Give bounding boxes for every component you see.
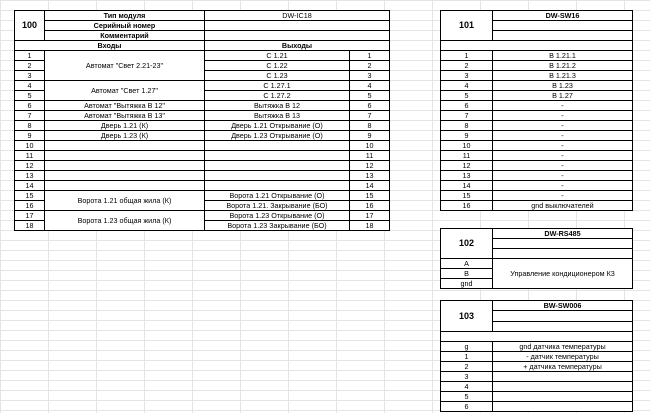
input-label[interactable]: Ворота 1.21 общая жила (К) <box>45 191 205 211</box>
output-label[interactable]: Ворота 1.21 Открывание (О) <box>205 191 350 201</box>
row-value[interactable]: В 1.27 <box>493 91 633 101</box>
input-label[interactable]: Дверь 1.21 (К) <box>45 121 205 131</box>
input-number[interactable]: 7 <box>15 111 45 121</box>
output-label[interactable]: Вытяжка В 13 <box>205 111 350 121</box>
output-number[interactable]: 3 <box>350 71 390 81</box>
output-label[interactable] <box>205 161 350 171</box>
output-number[interactable]: 13 <box>350 171 390 181</box>
output-number[interactable]: 2 <box>350 61 390 71</box>
serial-number-cell[interactable] <box>493 21 633 31</box>
row-number[interactable]: 3 <box>441 71 493 81</box>
output-label[interactable]: С 1.27.1 <box>205 81 350 91</box>
module-101-table <box>440 10 633 211</box>
spacer-row[interactable] <box>441 41 633 51</box>
row-value[interactable]: - <box>493 121 633 131</box>
meta-label[interactable]: Комментарий <box>45 31 205 41</box>
pin-label[interactable]: A <box>441 259 493 269</box>
input-label[interactable]: Автомат "Вытяжка В 12" <box>45 101 205 111</box>
output-label[interactable] <box>205 181 350 191</box>
input-number[interactable]: 3 <box>15 71 45 81</box>
input-number[interactable]: 8 <box>15 121 45 131</box>
input-number[interactable]: 5 <box>15 91 45 101</box>
output-number[interactable]: 4 <box>350 81 390 91</box>
row-number[interactable]: 4 <box>441 382 493 392</box>
module-103-table <box>440 300 633 412</box>
row-value[interactable]: В 1.21.2 <box>493 61 633 71</box>
row-number[interactable]: 14 <box>441 181 493 191</box>
comment-cell[interactable] <box>493 249 633 259</box>
output-number[interactable]: 15 <box>350 191 390 201</box>
input-number[interactable]: 18 <box>15 221 45 231</box>
output-label[interactable]: С 1.23 <box>205 71 350 81</box>
row-value[interactable] <box>493 392 633 402</box>
row-number[interactable]: 1 <box>441 352 493 362</box>
input-label[interactable] <box>45 181 205 191</box>
row-value[interactable] <box>493 402 633 412</box>
input-number[interactable]: 13 <box>15 171 45 181</box>
row-number[interactable]: 2 <box>441 61 493 71</box>
outputs-header[interactable]: Выходы <box>205 41 390 51</box>
input-label[interactable]: Автомат "Свет 2.21-23" <box>45 51 205 81</box>
input-label[interactable]: Ворота 1.23 общая жила (К) <box>45 211 205 231</box>
row-value[interactable]: - <box>493 191 633 201</box>
input-label[interactable] <box>45 141 205 151</box>
row-number[interactable]: 8 <box>441 121 493 131</box>
input-number[interactable]: 4 <box>15 81 45 91</box>
row-number[interactable]: 7 <box>441 111 493 121</box>
spacer-row[interactable] <box>441 332 633 342</box>
output-number[interactable]: 7 <box>350 111 390 121</box>
row-value[interactable]: - <box>493 111 633 121</box>
module-type[interactable]: DW-RS485 <box>493 229 633 239</box>
serial-number-cell[interactable] <box>493 311 633 321</box>
row-value[interactable]: В 1.23 <box>493 81 633 91</box>
row-value[interactable] <box>493 372 633 382</box>
row-value[interactable]: + датчика температуры <box>493 362 633 372</box>
row-value[interactable]: gnd датчика температуры <box>493 342 633 352</box>
output-number[interactable]: 17 <box>350 211 390 221</box>
module-102-table <box>440 228 633 289</box>
meta-value[interactable] <box>205 21 390 31</box>
pin-description[interactable]: Управление кондиционером К3 <box>493 259 633 289</box>
pin-label[interactable]: gnd <box>441 279 493 289</box>
output-label[interactable] <box>205 151 350 161</box>
output-number[interactable]: 12 <box>350 161 390 171</box>
output-number[interactable]: 6 <box>350 101 390 111</box>
output-number[interactable]: 1 <box>350 51 390 61</box>
serial-number-cell[interactable] <box>493 239 633 249</box>
row-number[interactable]: 9 <box>441 131 493 141</box>
output-label[interactable] <box>205 171 350 181</box>
input-label[interactable]: Дверь 1.23 (К) <box>45 131 205 141</box>
input-number[interactable]: 11 <box>15 151 45 161</box>
row-number[interactable]: 15 <box>441 191 493 201</box>
row-number[interactable]: 1 <box>441 51 493 61</box>
row-value[interactable]: - <box>493 151 633 161</box>
module-id[interactable]: 100 <box>15 11 45 41</box>
output-label[interactable]: Вытяжка В 12 <box>205 101 350 111</box>
row-value[interactable]: В 1.21.1 <box>493 51 633 61</box>
module-id[interactable]: 103 <box>441 301 493 332</box>
input-number[interactable]: 1 <box>15 51 45 61</box>
module-type[interactable]: BW-SW006 <box>493 301 633 311</box>
output-label[interactable]: С 1.27.2 <box>205 91 350 101</box>
module-id[interactable]: 102 <box>441 229 493 259</box>
output-label[interactable] <box>205 141 350 151</box>
output-number[interactable]: 10 <box>350 141 390 151</box>
input-number[interactable]: 10 <box>15 141 45 151</box>
meta-value[interactable] <box>205 31 390 41</box>
row-number[interactable]: 16 <box>441 201 493 211</box>
row-value[interactable]: gnd выключателей <box>493 201 633 211</box>
row-value[interactable]: - <box>493 171 633 181</box>
meta-label[interactable]: Серийный номер <box>45 21 205 31</box>
comment-cell[interactable] <box>493 321 633 331</box>
row-value[interactable]: - <box>493 181 633 191</box>
input-number[interactable]: 12 <box>15 161 45 171</box>
input-number[interactable]: 14 <box>15 181 45 191</box>
row-number[interactable]: 2 <box>441 362 493 372</box>
output-label[interactable]: С 1.21 <box>205 51 350 61</box>
output-number[interactable]: 18 <box>350 221 390 231</box>
row-number[interactable]: 6 <box>441 101 493 111</box>
output-label[interactable]: Ворота 1.23 Открывание (О) <box>205 211 350 221</box>
input-number[interactable]: 16 <box>15 201 45 211</box>
output-label[interactable]: Дверь 1.21 Открывание (О) <box>205 121 350 131</box>
output-number[interactable]: 5 <box>350 91 390 101</box>
inputs-header[interactable]: Входы <box>15 41 205 51</box>
pin-label[interactable]: B <box>441 269 493 279</box>
module-100-table <box>14 10 390 231</box>
row-number[interactable]: 11 <box>441 151 493 161</box>
input-number[interactable]: 2 <box>15 61 45 71</box>
row-number[interactable]: 3 <box>441 372 493 382</box>
output-number[interactable]: 8 <box>350 121 390 131</box>
row-value[interactable]: В 1.21.3 <box>493 71 633 81</box>
output-label[interactable]: С 1.22 <box>205 61 350 71</box>
output-number[interactable]: 14 <box>350 181 390 191</box>
input-number[interactable]: 6 <box>15 101 45 111</box>
row-value[interactable]: - <box>493 141 633 151</box>
input-label[interactable]: Автомат "Свет 1.27" <box>45 81 205 101</box>
meta-value[interactable]: DW-IC18 <box>205 11 390 21</box>
input-number[interactable]: 17 <box>15 211 45 221</box>
row-number[interactable]: 5 <box>441 91 493 101</box>
input-label[interactable] <box>45 161 205 171</box>
row-value[interactable]: - датчик температуры <box>493 352 633 362</box>
output-label[interactable]: Ворота 1.21. Закрывание (БО) <box>205 201 350 211</box>
row-number[interactable]: 10 <box>441 141 493 151</box>
row-number[interactable]: 12 <box>441 161 493 171</box>
input-label[interactable] <box>45 171 205 181</box>
row-value[interactable]: - <box>493 131 633 141</box>
input-label[interactable]: Автомат "Вытяжка В 13" <box>45 111 205 121</box>
output-number[interactable]: 9 <box>350 131 390 141</box>
row-number[interactable]: g <box>441 342 493 352</box>
output-label[interactable]: Ворота 1.23 Закрывание (БО) <box>205 221 350 231</box>
module-type[interactable]: DW-SW16 <box>493 11 633 21</box>
input-label[interactable] <box>45 151 205 161</box>
input-number[interactable]: 9 <box>15 131 45 141</box>
row-value[interactable]: - <box>493 161 633 171</box>
comment-cell[interactable] <box>493 31 633 41</box>
row-number[interactable]: 4 <box>441 81 493 91</box>
row-number[interactable]: 13 <box>441 171 493 181</box>
output-label[interactable]: Дверь 1.23 Открывание (О) <box>205 131 350 141</box>
input-number[interactable]: 15 <box>15 191 45 201</box>
output-number[interactable]: 11 <box>350 151 390 161</box>
row-value[interactable] <box>493 382 633 392</box>
row-value[interactable]: - <box>493 101 633 111</box>
row-number[interactable]: 5 <box>441 392 493 402</box>
meta-label[interactable]: Тип модуля <box>45 11 205 21</box>
module-id[interactable]: 101 <box>441 11 493 41</box>
output-number[interactable]: 16 <box>350 201 390 211</box>
row-number[interactable]: 6 <box>441 402 493 412</box>
